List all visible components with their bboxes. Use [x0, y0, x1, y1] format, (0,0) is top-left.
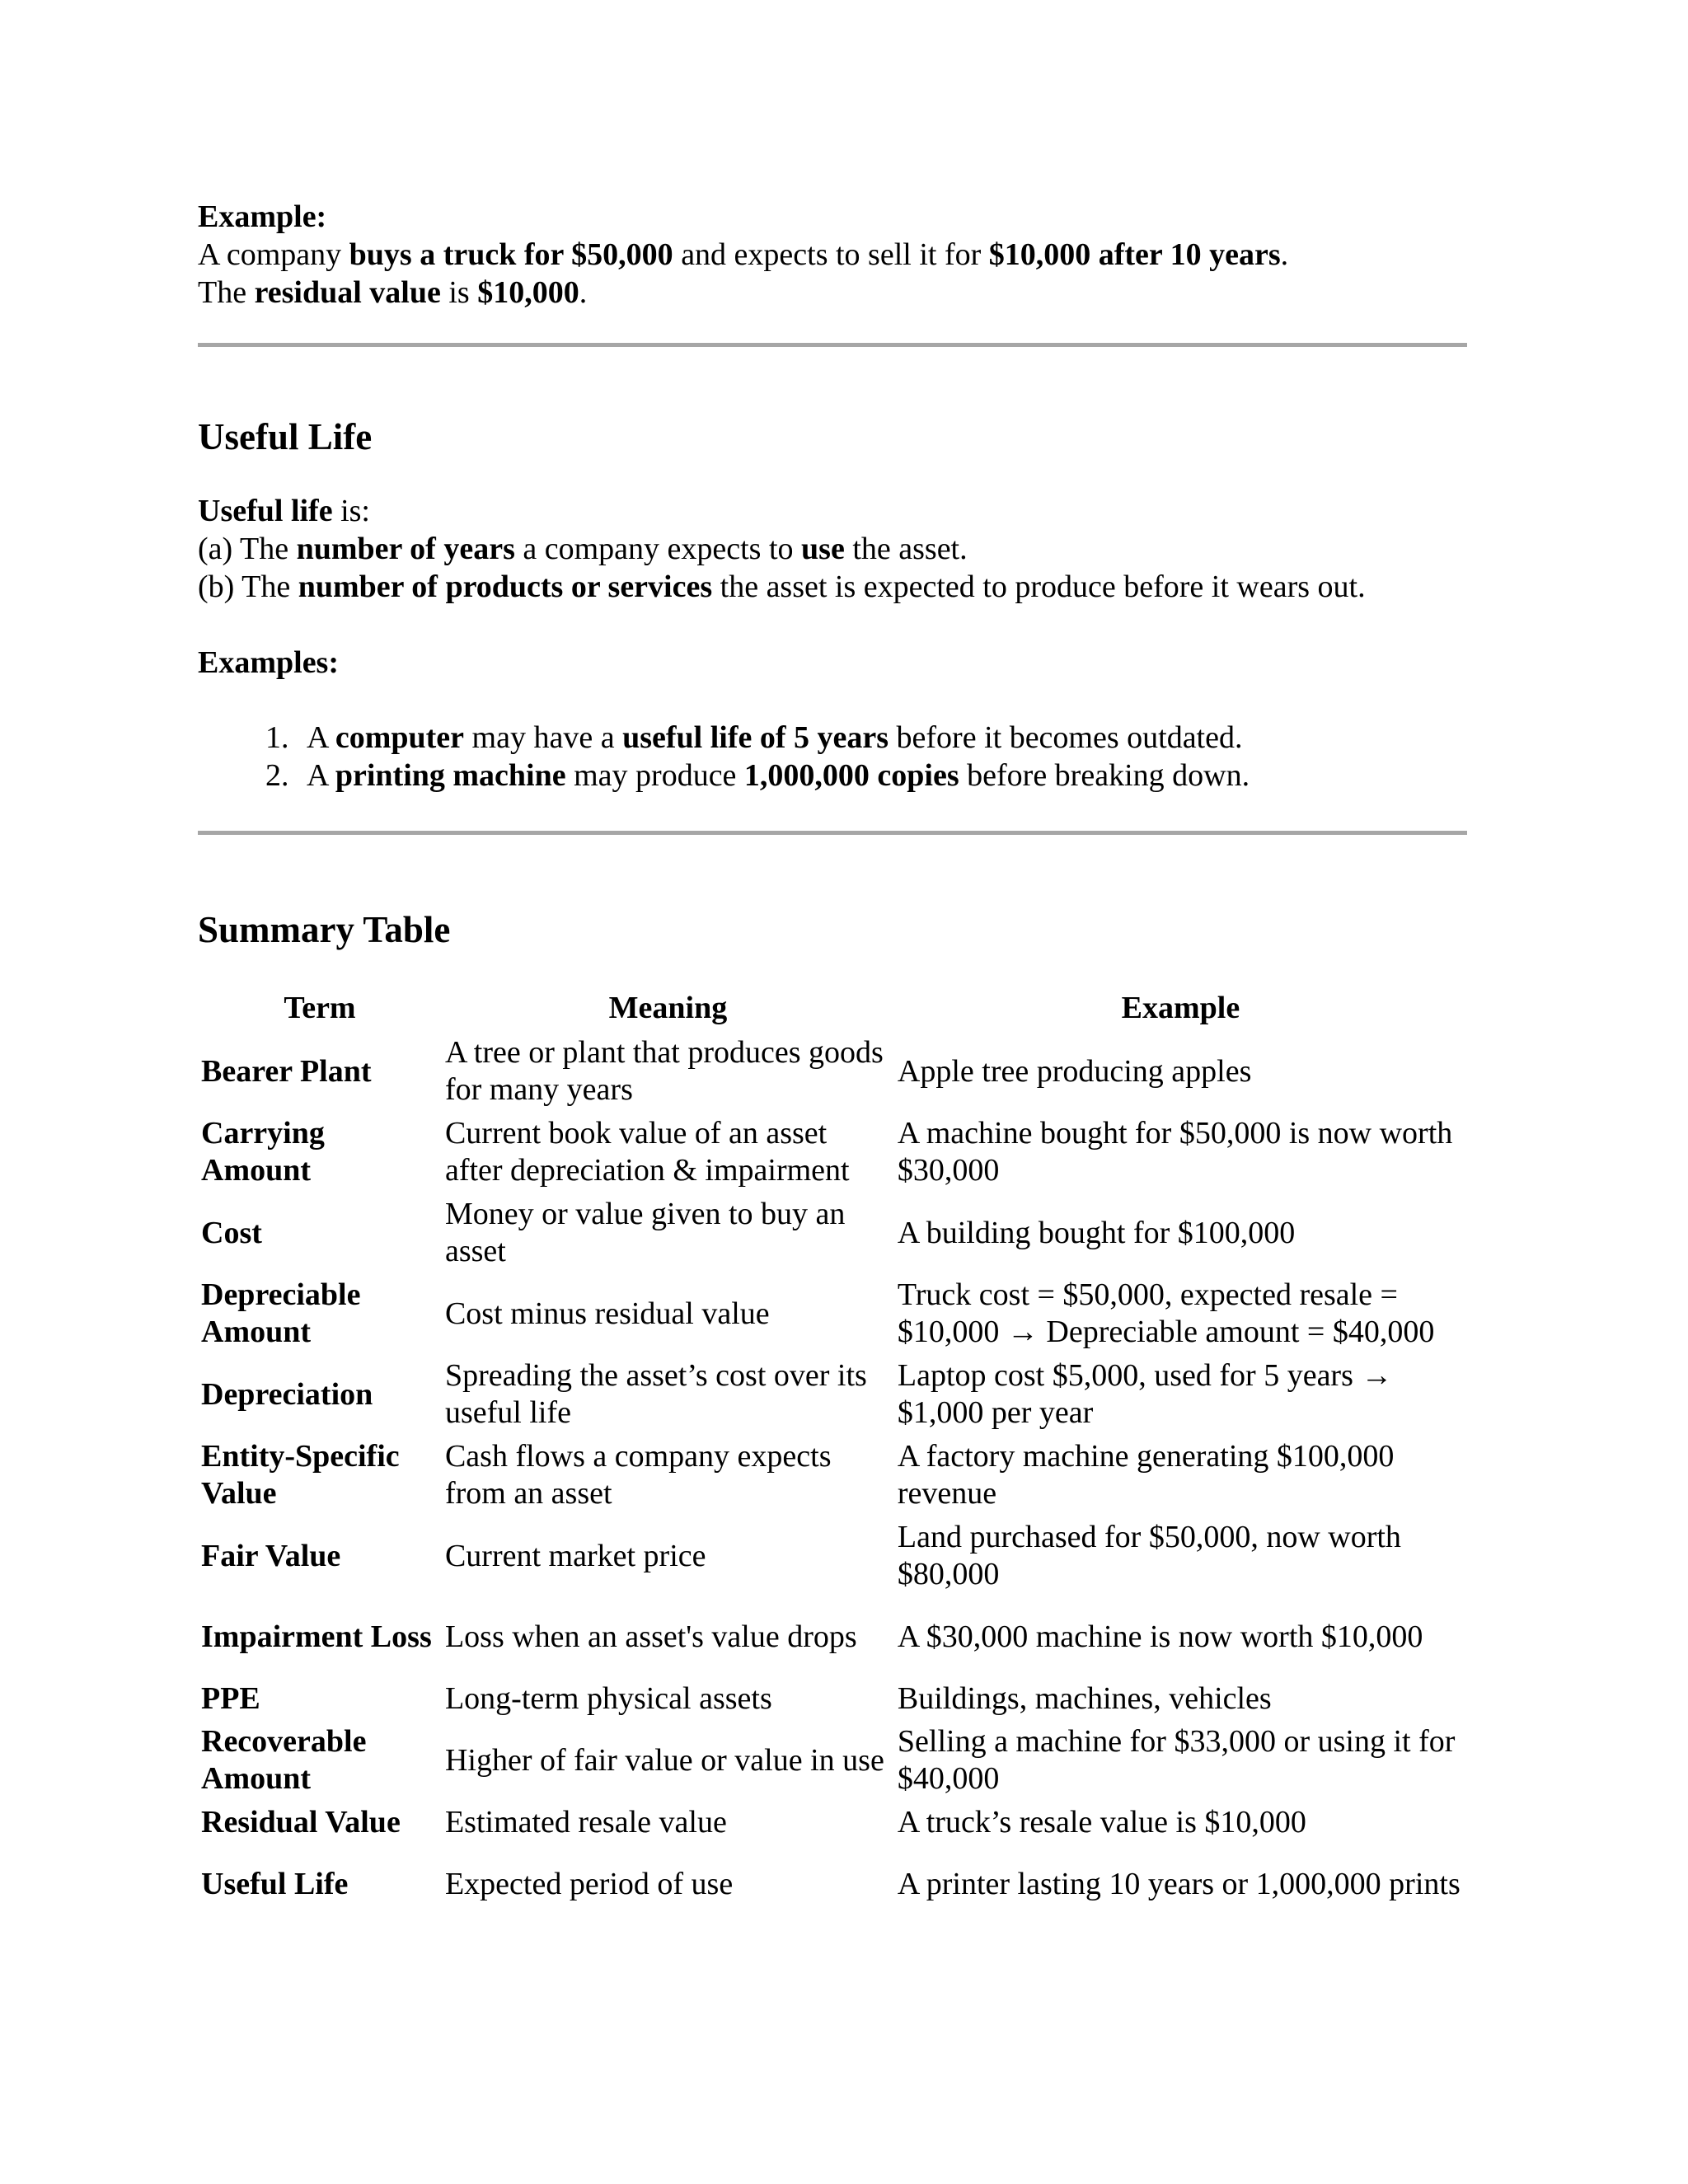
- example-line-2: The residual value is $10,000.: [198, 275, 588, 310]
- term-cell: PPE: [201, 1680, 260, 1716]
- horizontal-rule: [198, 831, 1467, 835]
- examples-list: [198, 719, 1467, 794]
- table-row: [198, 1354, 1467, 1435]
- section-heading-useful-life: Useful Life: [198, 416, 373, 457]
- example-cell: A truck’s resale value is $10,000: [897, 1804, 1306, 1840]
- table-row: [198, 1677, 1467, 1720]
- term-cell: Carrying Amount: [201, 1116, 325, 1188]
- list-item: 1. A computer may have a useful life of 5 years before it becomes outdated.: [297, 719, 1467, 757]
- column-header-example: Example: [1121, 990, 1240, 1025]
- example-cell: A factory machine generating $100,000 revenue: [897, 1439, 1395, 1511]
- term-cell: Depreciable Amount: [201, 1277, 361, 1349]
- term-cell: Useful Life: [201, 1866, 349, 1901]
- table-header-row: [198, 985, 1467, 1031]
- table-row: [198, 1801, 1467, 1844]
- summary-table: [198, 985, 1467, 1924]
- table-row: [198, 1031, 1467, 1112]
- example-cell: Truck cost = $50,000, expected resale = $10,000 → Depreciable amount = $40,000: [897, 1277, 1435, 1349]
- term-cell: Cost: [201, 1215, 262, 1250]
- example-cell: A building bought for $100,000: [897, 1215, 1296, 1250]
- term-cell: Fair Value: [201, 1538, 341, 1573]
- useful-life-point-a: (a) The number of years a company expects to use the asset.: [198, 532, 968, 566]
- useful-life-intro: Useful life is:: [198, 494, 370, 528]
- meaning-cell: A tree or plant that produces goods for many years: [444, 1035, 884, 1107]
- example-cell: Laptop cost $5,000, used for 5 years → $1,000 per year: [897, 1358, 1393, 1430]
- column-header-term: Term: [284, 990, 356, 1025]
- table-row: [198, 1193, 1467, 1273]
- example-cell: Selling a machine for $33,000 or using it for $40,000: [897, 1724, 1456, 1796]
- term-cell: Recoverable Amount: [201, 1724, 367, 1796]
- meaning-cell: Current market price: [444, 1538, 706, 1573]
- example-label: Example:: [198, 199, 327, 234]
- meaning-cell: Expected period of use: [444, 1866, 734, 1901]
- example-cell: Land purchased for $50,000, now worth $80,000: [897, 1520, 1401, 1591]
- meaning-cell: Higher of fair value or value in use: [444, 1742, 884, 1778]
- table-row: [198, 1720, 1467, 1801]
- table-row: [198, 1844, 1467, 1924]
- residual-example-block: [198, 198, 1467, 312]
- term-cell: Bearer Plant: [201, 1053, 372, 1089]
- example-cell: Buildings, machines, vehicles: [897, 1680, 1272, 1716]
- term-cell: Impairment Loss: [201, 1619, 432, 1654]
- meaning-cell: Estimated resale value: [444, 1804, 727, 1840]
- meaning-cell: Spreading the asset’s cost over its useful life: [444, 1358, 867, 1430]
- example-cell: A $30,000 machine is now worth $10,000: [897, 1619, 1423, 1654]
- meaning-cell: Loss when an asset's value drops: [444, 1619, 857, 1654]
- meaning-cell: Long-term physical assets: [444, 1680, 772, 1716]
- document-page: [198, 198, 1467, 1924]
- table-row: [198, 1273, 1467, 1354]
- example-cell: A printer lasting 10 years or 1,000,000 prints: [897, 1866, 1461, 1901]
- table-row: [198, 1435, 1467, 1516]
- term-cell: Depreciation: [201, 1376, 373, 1412]
- table-row: [198, 1596, 1467, 1677]
- meaning-cell: Money or value given to buy an asset: [444, 1197, 846, 1268]
- term-cell: Entity-Specific Value: [201, 1439, 400, 1511]
- meaning-cell: Cash flows a company expects from an asset: [444, 1439, 832, 1511]
- examples-label: Examples:: [198, 645, 339, 680]
- table-row: [198, 1516, 1467, 1596]
- useful-life-point-b: (b) The number of products or services the asset is expected to produce before it wears out.: [198, 569, 1366, 604]
- section-heading-summary-table: Summary Table: [198, 909, 451, 950]
- example-line-1: A company buys a truck for $50,000 and expects to sell it for $10,000 after 10 years.: [198, 237, 1289, 272]
- column-header-meaning: Meaning: [608, 990, 728, 1025]
- example-cell: Apple tree producing apples: [897, 1053, 1252, 1089]
- meaning-cell: Current book value of an asset after depreciation & impairment: [444, 1116, 850, 1188]
- horizontal-rule: [198, 343, 1467, 347]
- list-item: 2. A printing machine may produce 1,000,000 copies before breaking down.: [297, 757, 1467, 794]
- meaning-cell: Cost minus residual value: [444, 1296, 770, 1331]
- example-cell: A machine bought for $50,000 is now worth $30,000: [897, 1116, 1453, 1188]
- term-cell: Residual Value: [201, 1804, 401, 1840]
- table-row: [198, 1112, 1467, 1193]
- useful-life-definition: [198, 492, 1467, 606]
